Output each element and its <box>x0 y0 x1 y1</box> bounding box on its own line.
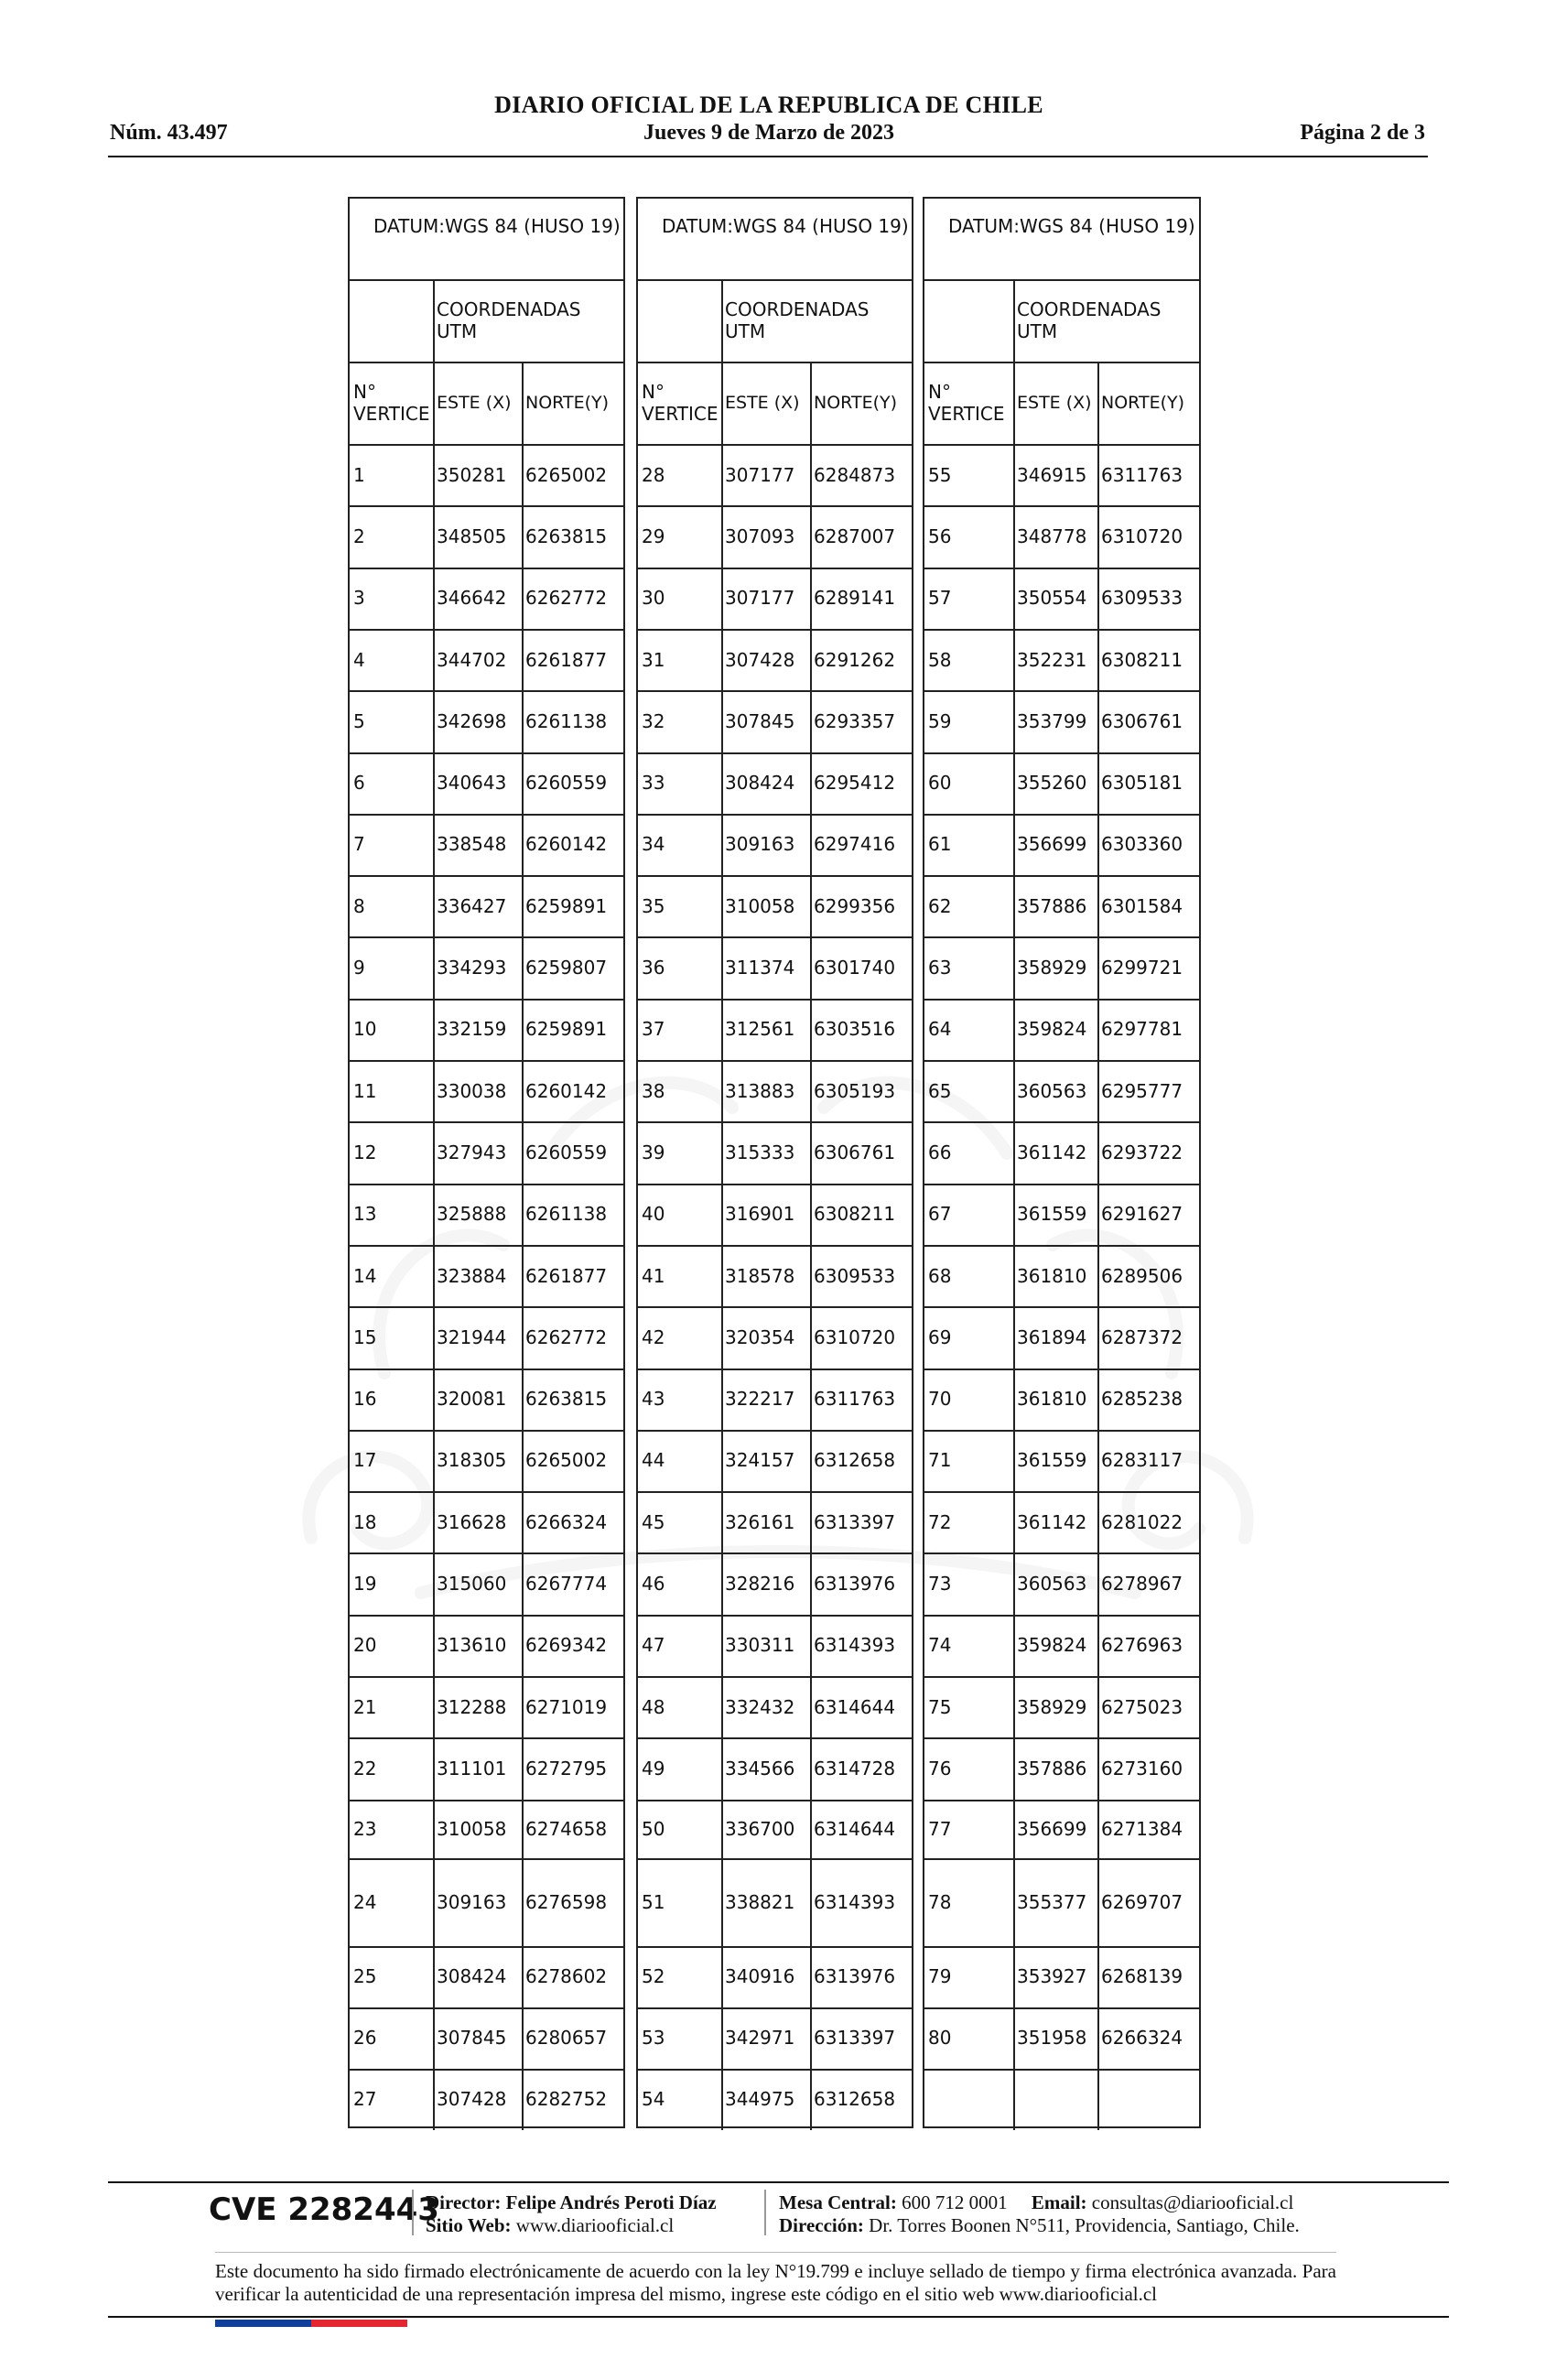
este-value: 338548 <box>437 833 507 856</box>
issue-date: Jueves 9 de Marzo de 2023 <box>643 121 894 145</box>
footer-top-rule <box>108 2181 1449 2183</box>
norte-value: 6265002 <box>525 1449 608 1472</box>
datum-header: DATUM:WGS 84 (HUSO 19) <box>948 215 1195 237</box>
vertex-number: 75 <box>928 1695 952 1718</box>
vertex-number: 36 <box>642 957 665 979</box>
vertex-number: 39 <box>642 1141 665 1163</box>
norte-value: 6314644 <box>814 1817 896 1840</box>
este-value: 327943 <box>437 1141 507 1163</box>
este-value: 361559 <box>1017 1203 1087 1226</box>
vertex-number: 29 <box>642 525 665 547</box>
vertex-number: 62 <box>928 894 952 917</box>
vertex-number: 7 <box>353 833 365 856</box>
norte-value: 6295412 <box>814 772 896 795</box>
norte-value: 6287372 <box>1101 1325 1183 1348</box>
este-value: 353927 <box>1017 1965 1087 1988</box>
vertex-number: 10 <box>353 1018 377 1041</box>
vertex-number: 58 <box>928 648 952 671</box>
este-value: 310058 <box>437 1817 507 1840</box>
este-value: 359824 <box>1017 1018 1087 1041</box>
este-value: 309163 <box>725 833 795 856</box>
este-value <box>1013 2069 1097 2130</box>
vertex-number: 49 <box>642 1757 665 1780</box>
norte-value: 6265002 <box>525 463 608 486</box>
norte-value: 6261138 <box>525 1203 608 1226</box>
norte-value: 6309533 <box>814 1264 896 1287</box>
norte-value: 6310720 <box>1101 525 1183 547</box>
address-label: Dirección: <box>779 2214 864 2236</box>
este-value: 307093 <box>725 525 795 547</box>
vertex-column-header: N° VERTICE <box>642 381 719 425</box>
vertex-number: 59 <box>928 709 952 732</box>
footer-bottom-rule <box>108 2316 1449 2318</box>
norte-value: 6273160 <box>1101 1757 1183 1780</box>
este-value: 318578 <box>725 1264 795 1287</box>
norte-value: 6311763 <box>814 1388 896 1411</box>
este-value: 315060 <box>437 1573 507 1596</box>
vertex-number: 50 <box>642 1817 665 1840</box>
director-line <box>426 2191 717 2214</box>
vertex-number: 20 <box>353 1634 377 1657</box>
vertex-number: 63 <box>928 957 952 979</box>
este-value: 328216 <box>725 1573 795 1596</box>
este-value: 308424 <box>437 1965 507 1988</box>
este-value: 348505 <box>437 525 507 547</box>
vertex-number: 43 <box>642 1388 665 1411</box>
norte-value: 6262772 <box>525 587 608 610</box>
vertex-number: 78 <box>928 1890 952 1913</box>
norte-value: 6259891 <box>525 1018 608 1041</box>
vertex-number: 80 <box>928 2027 952 2050</box>
vertex-number: 48 <box>642 1695 665 1718</box>
este-value: 361810 <box>1017 1388 1087 1411</box>
vertex-number: 72 <box>928 1510 952 1533</box>
website-link[interactable]: www.diariooficial.cl <box>515 2214 675 2236</box>
norte-value: 6303516 <box>814 1018 896 1041</box>
norte-value: 6295777 <box>1101 1079 1183 1102</box>
este-value: 358929 <box>1017 957 1087 979</box>
norte-value: 6260142 <box>525 1079 608 1102</box>
norte-value: 6263815 <box>525 1388 608 1411</box>
vertex-number: 35 <box>642 894 665 917</box>
este-value: 359824 <box>1017 1634 1087 1657</box>
norte-value: 6274658 <box>525 1817 608 1840</box>
norte-value: 6314728 <box>814 1757 896 1780</box>
vertex-number: 9 <box>353 957 365 979</box>
este-column-header: ESTE (X) <box>1017 393 1092 413</box>
este-value: 307845 <box>437 2027 507 2050</box>
este-column-header: ESTE (X) <box>725 393 800 413</box>
vertex-number: 40 <box>642 1203 665 1226</box>
norte-value: 6271019 <box>525 1695 608 1718</box>
este-value: 307177 <box>725 587 795 610</box>
vertex-number: 21 <box>353 1695 377 1718</box>
vertex-number: 73 <box>928 1573 952 1596</box>
norte-value: 6291627 <box>1101 1203 1183 1226</box>
norte-value: 6299356 <box>814 894 896 917</box>
coordinates-table <box>348 197 1201 2115</box>
vertex-number: 22 <box>353 1757 377 1780</box>
norte-value: 6271384 <box>1101 1817 1183 1840</box>
este-value: 355377 <box>1017 1890 1087 1913</box>
vertex-number: 55 <box>928 463 952 486</box>
vertex-number: 14 <box>353 1264 377 1287</box>
norte-value: 6276598 <box>525 1890 608 1913</box>
address-value: Dr. Torres Boonen N°511, Providencia, Santiago, Chile. <box>869 2214 1300 2236</box>
norte-value: 6287007 <box>814 525 896 547</box>
vertex-number: 11 <box>353 1079 377 1102</box>
este-value: 312288 <box>437 1695 507 1718</box>
norte-value: 6278602 <box>525 1965 608 1988</box>
footer-separator <box>412 2190 414 2235</box>
norte-value: 6309533 <box>1101 587 1183 610</box>
norte-value: 6297416 <box>814 833 896 856</box>
vertex-column-header: N° VERTICE <box>928 381 1005 425</box>
signature-notice: Este documento ha sido firmado electrónicamente de acuerdo con la ley N°19.799 e incluye sellado de tiempo y firma electrónica avanzada. Para verificar la autenticidad de una representación impresa del mismo, ingrese este código en el sitio web www.diariooficial.cl <box>215 2260 1336 2305</box>
mesa-central-phone: 600 712 0001 <box>902 2191 1008 2213</box>
norte-value: 6310720 <box>814 1325 896 1348</box>
este-value: 336700 <box>725 1817 795 1840</box>
este-value: 342698 <box>437 709 507 732</box>
vertex-number: 52 <box>642 1965 665 1988</box>
norte-value: 6308211 <box>814 1203 896 1226</box>
este-value: 340916 <box>725 1965 795 1988</box>
email-link[interactable]: consultas@diariooficial.cl <box>1091 2191 1294 2213</box>
vertex-number: 18 <box>353 1510 377 1533</box>
norte-value: 6306761 <box>814 1141 896 1163</box>
este-value: 346642 <box>437 587 507 610</box>
website-label: Sitio Web: <box>426 2214 512 2236</box>
este-value: 346915 <box>1017 463 1087 486</box>
mesa-central-line <box>779 2191 1293 2214</box>
norte-value: 6301740 <box>814 957 896 979</box>
vertex-number: 34 <box>642 833 665 856</box>
este-value: 332159 <box>437 1018 507 1041</box>
email-label: Email: <box>1031 2191 1087 2213</box>
coordinate-group <box>348 197 625 2128</box>
norte-value: 6314393 <box>814 1634 896 1657</box>
este-value: 311374 <box>725 957 795 979</box>
coordinate-group <box>923 197 1201 2128</box>
vertex-number: 5 <box>353 709 365 732</box>
norte-value: 6312658 <box>814 2088 896 2111</box>
este-value: 357886 <box>1017 1757 1087 1780</box>
flag-stripe-blue <box>215 2320 311 2327</box>
norte-column-header: NORTE(Y) <box>814 393 898 413</box>
utm-header: COORDENADAS UTM <box>1017 298 1162 342</box>
norte-value: 6259891 <box>525 894 608 917</box>
este-value: 357886 <box>1017 894 1087 917</box>
norte-value: 6314393 <box>814 1890 896 1913</box>
este-value: 350554 <box>1017 587 1087 610</box>
norte-value: 6306761 <box>1101 709 1183 732</box>
norte-value: 6299721 <box>1101 957 1183 979</box>
este-value: 351958 <box>1017 2027 1087 2050</box>
vertex-column-header: N° VERTICE <box>353 381 430 425</box>
vertex-number: 4 <box>353 648 365 671</box>
este-value: 322217 <box>725 1388 795 1411</box>
norte-value: 6269707 <box>1101 1890 1183 1913</box>
norte-value: 6313976 <box>814 1573 896 1596</box>
este-value: 326161 <box>725 1510 795 1533</box>
este-value: 361142 <box>1017 1510 1087 1533</box>
este-value: 325888 <box>437 1203 507 1226</box>
vertex-number: 15 <box>353 1325 377 1348</box>
vertex-number: 67 <box>928 1203 952 1226</box>
norte-value: 6260559 <box>525 772 608 795</box>
este-value: 361142 <box>1017 1141 1087 1163</box>
vertex-number: 3 <box>353 587 365 610</box>
este-value: 310058 <box>725 894 795 917</box>
este-value: 332432 <box>725 1695 795 1718</box>
este-value: 330311 <box>725 1634 795 1657</box>
vertex-number: 25 <box>353 1965 377 1988</box>
este-value: 334293 <box>437 957 507 979</box>
este-value: 311101 <box>437 1757 507 1780</box>
vertex-number: 24 <box>353 1890 377 1913</box>
vertex-number: 54 <box>642 2088 665 2111</box>
norte-value: 6261138 <box>525 709 608 732</box>
newspaper-title: DIARIO OFICIAL DE LA REPUBLICA DE CHILE <box>494 92 1043 118</box>
este-value: 316901 <box>725 1203 795 1226</box>
vertex-number <box>924 2069 1013 2130</box>
norte-value: 6280657 <box>525 2027 608 2050</box>
website-line <box>426 2214 674 2237</box>
vertex-number: 46 <box>642 1573 665 1596</box>
vertex-number: 26 <box>353 2027 377 2050</box>
vertex-number: 57 <box>928 587 952 610</box>
este-value: 360563 <box>1017 1573 1087 1596</box>
norte-value: 6291262 <box>814 648 896 671</box>
header-rule <box>108 156 1428 157</box>
vertex-number: 12 <box>353 1141 377 1163</box>
vertex-number: 70 <box>928 1388 952 1411</box>
vertex-number: 13 <box>353 1203 377 1226</box>
director-name: Felipe Andrés Peroti Díaz <box>505 2191 717 2213</box>
cve-code: CVE 2282443 <box>209 2191 439 2228</box>
vertex-number: 47 <box>642 1634 665 1657</box>
norte-value <box>1097 2069 1203 2130</box>
este-value: 361810 <box>1017 1264 1087 1287</box>
norte-value: 6269342 <box>525 1634 608 1657</box>
vertex-number: 66 <box>928 1141 952 1163</box>
datum-header: DATUM:WGS 84 (HUSO 19) <box>373 215 621 237</box>
vertex-number: 8 <box>353 894 365 917</box>
norte-value: 6311763 <box>1101 463 1183 486</box>
vertex-number: 32 <box>642 709 665 732</box>
norte-value: 6261877 <box>525 1264 608 1287</box>
este-value: 352231 <box>1017 648 1087 671</box>
este-value: 313610 <box>437 1634 507 1657</box>
norte-value: 6259807 <box>525 957 608 979</box>
vertex-number: 30 <box>642 587 665 610</box>
footer-mid-rule <box>215 2252 1336 2253</box>
este-value: 313883 <box>725 1079 795 1102</box>
este-value: 361894 <box>1017 1325 1087 1348</box>
este-value: 318305 <box>437 1449 507 1472</box>
vertex-number: 69 <box>928 1325 952 1348</box>
norte-value: 6301584 <box>1101 894 1183 917</box>
vertex-number: 77 <box>928 1817 952 1840</box>
vertex-number: 42 <box>642 1325 665 1348</box>
este-value: 307177 <box>725 463 795 486</box>
norte-column-header: NORTE(Y) <box>1101 393 1185 413</box>
este-value: 360563 <box>1017 1079 1087 1102</box>
vertex-number: 38 <box>642 1079 665 1102</box>
vertex-number: 71 <box>928 1449 952 1472</box>
utm-header: COORDENADAS UTM <box>725 298 870 342</box>
este-value: 307428 <box>437 2088 507 2111</box>
norte-value: 6313976 <box>814 1965 896 1988</box>
este-value: 355260 <box>1017 772 1087 795</box>
footer-separator <box>764 2190 766 2235</box>
este-value: 344702 <box>437 648 507 671</box>
vertex-number: 2 <box>353 525 365 547</box>
vertex-number: 64 <box>928 1018 952 1041</box>
vertex-number: 23 <box>353 1817 377 1840</box>
norte-value: 6261877 <box>525 648 608 671</box>
norte-value: 6263815 <box>525 525 608 547</box>
norte-value: 6293722 <box>1101 1141 1183 1163</box>
este-value: 320354 <box>725 1325 795 1348</box>
vertex-number: 45 <box>642 1510 665 1533</box>
norte-value: 6297781 <box>1101 1018 1183 1041</box>
vertex-number: 51 <box>642 1890 665 1913</box>
norte-value: 6281022 <box>1101 1510 1183 1533</box>
vertex-number: 56 <box>928 525 952 547</box>
este-value: 338821 <box>725 1890 795 1913</box>
norte-value: 6278967 <box>1101 1573 1183 1596</box>
este-value: 316628 <box>437 1510 507 1533</box>
address-line <box>779 2214 1300 2237</box>
este-value: 358929 <box>1017 1695 1087 1718</box>
director-label: Director: <box>426 2191 502 2213</box>
norte-value: 6305193 <box>814 1079 896 1102</box>
este-value: 356699 <box>1017 833 1087 856</box>
vertex-number: 17 <box>353 1449 377 1472</box>
vertex-number: 28 <box>642 463 665 486</box>
vertex-number: 44 <box>642 1449 665 1472</box>
norte-value: 6260142 <box>525 833 608 856</box>
norte-column-header: NORTE(Y) <box>525 393 610 413</box>
este-column-header: ESTE (X) <box>437 393 512 413</box>
norte-value: 6308211 <box>1101 648 1183 671</box>
vertex-number: 65 <box>928 1079 952 1102</box>
este-value: 321944 <box>437 1325 507 1348</box>
este-value: 336427 <box>437 894 507 917</box>
coordinate-group <box>636 197 913 2128</box>
este-value: 334566 <box>725 1757 795 1780</box>
este-value: 340643 <box>437 772 507 795</box>
vertex-number: 1 <box>353 463 365 486</box>
page-indicator: Página 2 de 3 <box>1300 121 1425 145</box>
mesa-central-label: Mesa Central: <box>779 2191 897 2213</box>
este-value: 315333 <box>725 1141 795 1163</box>
este-value: 342971 <box>725 2027 795 2050</box>
este-value: 324157 <box>725 1449 795 1472</box>
este-value: 330038 <box>437 1079 507 1102</box>
este-value: 309163 <box>437 1890 507 1913</box>
vertex-number: 31 <box>642 648 665 671</box>
vertex-number: 76 <box>928 1757 952 1780</box>
vertex-number: 6 <box>353 772 365 795</box>
issue-number: Núm. 43.497 <box>110 121 228 145</box>
norte-value: 6275023 <box>1101 1695 1183 1718</box>
norte-value: 6289141 <box>814 587 896 610</box>
vertex-number: 37 <box>642 1018 665 1041</box>
utm-header: COORDENADAS UTM <box>437 298 581 342</box>
este-value: 356699 <box>1017 1817 1087 1840</box>
este-value: 344975 <box>725 2088 795 2111</box>
norte-value: 6266324 <box>525 1510 608 1533</box>
vertex-number: 53 <box>642 2027 665 2050</box>
vertex-number: 16 <box>353 1388 377 1411</box>
norte-value: 6266324 <box>1101 2027 1183 2050</box>
este-value: 323884 <box>437 1264 507 1287</box>
flag-stripe-red <box>311 2320 407 2327</box>
norte-value: 6303360 <box>1101 833 1183 856</box>
este-value: 350281 <box>437 463 507 486</box>
vertex-number: 27 <box>353 2088 377 2111</box>
vertex-number: 33 <box>642 772 665 795</box>
este-value: 307428 <box>725 648 795 671</box>
norte-value: 6314644 <box>814 1695 896 1718</box>
este-value: 353799 <box>1017 709 1087 732</box>
este-value: 308424 <box>725 772 795 795</box>
vertex-number: 41 <box>642 1264 665 1287</box>
norte-value: 6276963 <box>1101 1634 1183 1657</box>
norte-value: 6268139 <box>1101 1965 1183 1988</box>
este-value: 348778 <box>1017 525 1087 547</box>
vertex-number: 74 <box>928 1634 952 1657</box>
vertex-number: 68 <box>928 1264 952 1287</box>
norte-value: 6262772 <box>525 1325 608 1348</box>
este-value: 307845 <box>725 709 795 732</box>
norte-value: 6260559 <box>525 1141 608 1163</box>
datum-header: DATUM:WGS 84 (HUSO 19) <box>662 215 909 237</box>
este-value: 320081 <box>437 1388 507 1411</box>
norte-value: 6282752 <box>525 2088 608 2111</box>
norte-value: 6313397 <box>814 2027 896 2050</box>
vertex-number: 60 <box>928 772 952 795</box>
norte-value: 6267774 <box>525 1573 608 1596</box>
vertex-number: 19 <box>353 1573 377 1596</box>
vertex-number: 61 <box>928 833 952 856</box>
este-value: 361559 <box>1017 1449 1087 1472</box>
vertex-number: 79 <box>928 1965 952 1988</box>
norte-value: 6293357 <box>814 709 896 732</box>
norte-value: 6289506 <box>1101 1264 1183 1287</box>
norte-value: 6283117 <box>1101 1449 1183 1472</box>
norte-value: 6284873 <box>814 463 896 486</box>
norte-value: 6312658 <box>814 1449 896 1472</box>
norte-value: 6313397 <box>814 1510 896 1533</box>
norte-value: 6305181 <box>1101 772 1183 795</box>
este-value: 312561 <box>725 1018 795 1041</box>
norte-value: 6285238 <box>1101 1388 1183 1411</box>
norte-value: 6272795 <box>525 1757 608 1780</box>
